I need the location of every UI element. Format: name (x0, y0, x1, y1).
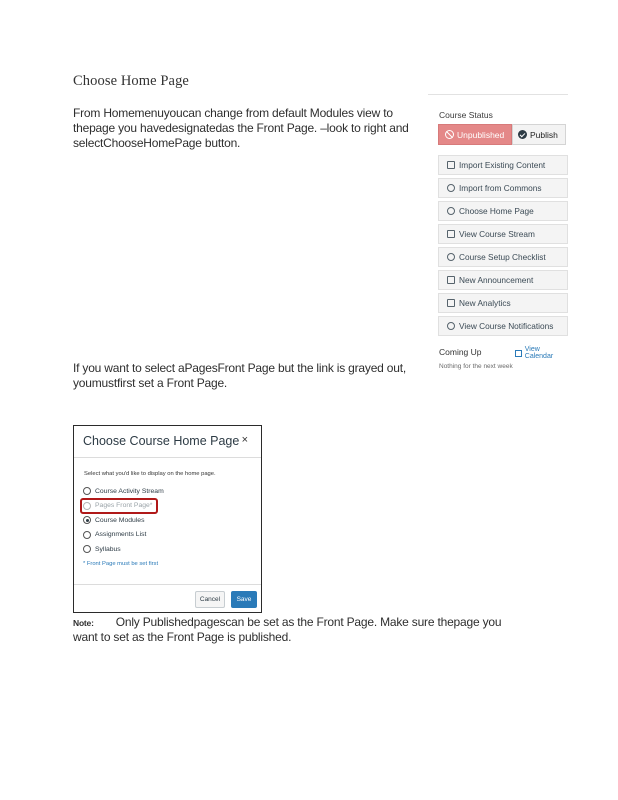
choose-home-page-button[interactable] (438, 201, 568, 221)
page-heading: Choose Home Page (73, 73, 189, 89)
home-page-options (83, 484, 164, 557)
dialog-footer-divider (74, 584, 261, 585)
bell-icon (447, 322, 455, 330)
view-course-stream-button[interactable] (438, 224, 568, 244)
option-course-activity-stream[interactable] (83, 484, 164, 499)
option-course-modules[interactable] (83, 513, 164, 528)
sidebar-actions (438, 155, 568, 339)
radio-button[interactable] (83, 487, 91, 495)
publish-toggle (438, 124, 566, 145)
import-icon (447, 161, 455, 169)
home-page-icon (447, 207, 455, 215)
action-label: Course Setup Checklist (459, 252, 546, 262)
check-circle-icon (518, 130, 527, 139)
ban-icon (445, 130, 454, 139)
new-analytics-button[interactable] (438, 293, 568, 313)
note-paragraph (73, 615, 523, 644)
radio-button[interactable] (83, 531, 91, 539)
intro-paragraph: From Homemenuyoucan change from default Modules view to thepage you havedesignatedas the Front Page. –look to right and selectChooseHomePage button. (73, 106, 409, 150)
save-button[interactable]: Save (231, 591, 257, 608)
radio-button (83, 502, 91, 510)
unpublished-label: Unpublished (457, 129, 505, 140)
radio-button[interactable] (83, 545, 91, 553)
new-announcement-button[interactable] (438, 270, 568, 290)
cancel-button[interactable]: Cancel (195, 591, 225, 608)
option-syllabus[interactable] (83, 542, 164, 557)
option-label: Syllabus (95, 545, 121, 553)
action-label: Import from Commons (459, 183, 542, 193)
view-calendar-label: View Calendar (524, 346, 554, 360)
action-label: New Announcement (459, 275, 534, 285)
option-assignments-list[interactable] (83, 528, 164, 543)
commons-icon (447, 184, 455, 192)
dialog-subtitle: Select what you'd like to display on the home page. (84, 471, 216, 477)
course-setup-checklist-button[interactable] (438, 247, 568, 267)
note-text: Only Publishedpagescan be set as the Front Page. Make sure thepage you want to set as the Front Page is published. (73, 615, 502, 644)
radio-button-selected[interactable] (83, 516, 91, 524)
coming-up-label: Coming Up (439, 347, 482, 357)
sidebar-divider (428, 94, 568, 95)
nothing-upcoming-text: Nothing for the next week (439, 363, 513, 370)
announcement-icon (447, 276, 455, 284)
unpublished-button[interactable] (438, 124, 512, 145)
stream-icon (447, 230, 455, 238)
action-label: View Course Stream (459, 229, 535, 239)
option-label: Course Modules (95, 516, 145, 524)
import-from-commons-button[interactable] (438, 178, 568, 198)
import-existing-content-button[interactable] (438, 155, 568, 175)
note-label: Note: (73, 618, 94, 628)
action-label: View Course Notifications (459, 321, 554, 331)
action-label: Choose Home Page (459, 206, 534, 216)
dialog-header-divider (74, 457, 261, 458)
grayed-out-paragraph: If you want to select aPagesFront Page but the link is grayed out, youmustfirst set a Front Page. (73, 361, 407, 390)
view-course-notifications-button[interactable] (438, 316, 568, 336)
option-label: Pages Front Page* (95, 502, 153, 510)
dialog-title: Choose Course Home Page (83, 434, 240, 448)
publish-label: Publish (530, 129, 558, 140)
calendar-icon (515, 350, 522, 357)
option-label: Course Activity Stream (95, 487, 164, 495)
close-icon[interactable]: × (241, 434, 248, 446)
analytics-icon (447, 299, 455, 307)
action-label: New Analytics (459, 298, 511, 308)
highlight-box (80, 498, 158, 514)
checklist-icon (447, 253, 455, 261)
view-calendar-link[interactable] (515, 346, 568, 360)
action-label: Import Existing Content (459, 160, 546, 170)
choose-home-page-dialog (73, 425, 262, 613)
option-pages-front-page (83, 499, 164, 514)
course-status-label: Course Status (439, 110, 493, 120)
publish-button[interactable] (512, 124, 566, 145)
front-page-footnote: * Front Page must be set first (83, 561, 159, 567)
course-sidebar-screenshot (428, 94, 568, 384)
option-label: Assignments List (95, 531, 147, 539)
